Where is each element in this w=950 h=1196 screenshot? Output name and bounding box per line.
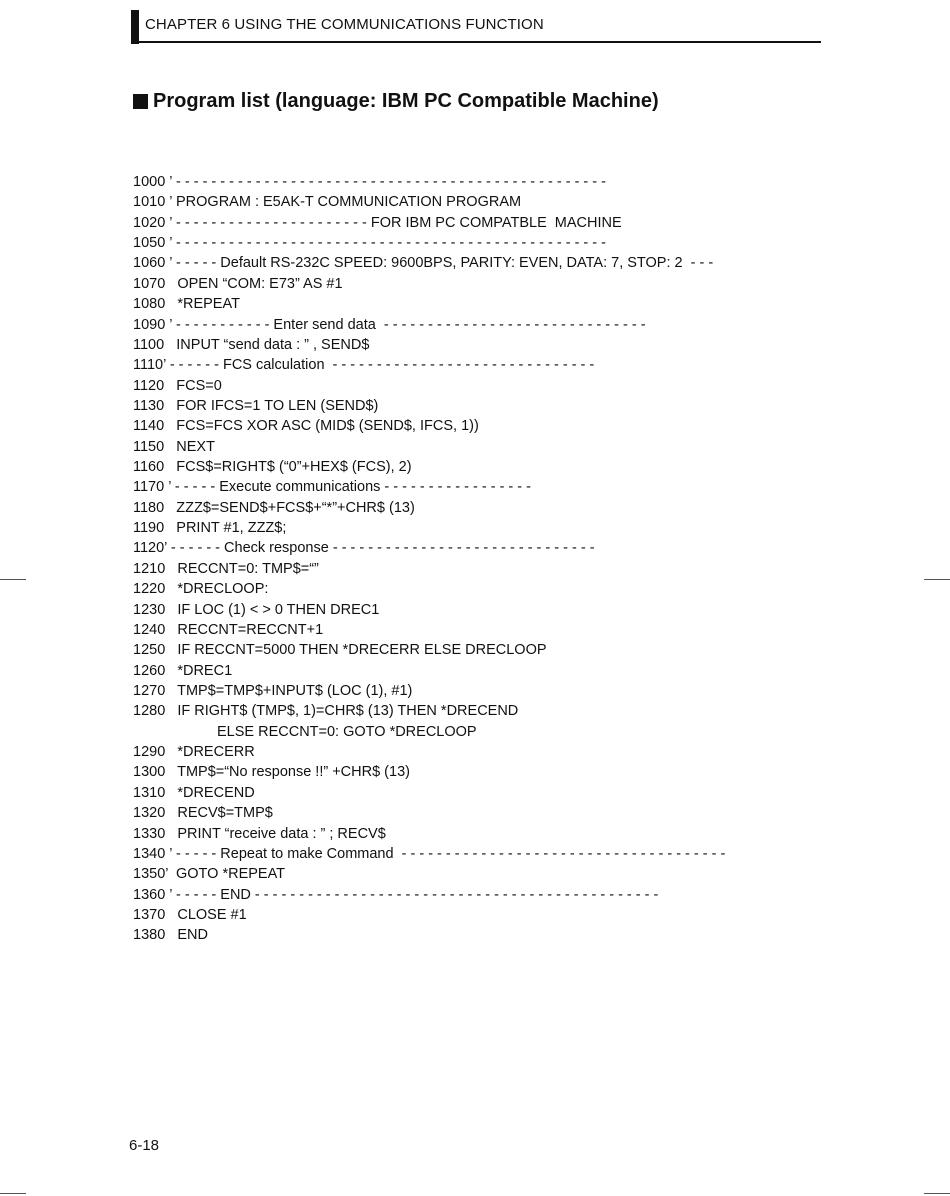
page-number: 6-18 [129,1137,160,1154]
program-line: 1280 IF RIGHT$ (TMP$, 1)=CHR$ (13) THEN *DRECEND [133,703,519,720]
program-line: 1010 ’ PROGRAM : E5AK-T COMMUNICATION PROGRAM [133,194,522,211]
program-line: 1340 ’ - - - - - Repeat to make Command - - - - - - - - - - - - - - - - - - - - - - - - - - - - - - - - - - - - - [133,845,726,862]
program-line: 1070 OPEN “COM: E73” AS #1 [133,275,343,292]
crop-mark-left [0,579,26,580]
program-line: 1250 IF RECCNT=5000 THEN *DRECERR ELSE DRECLOOP [133,642,547,659]
program-line: 1110’ - - - - - - FCS calculation - - - - - - - - - - - - - - - - - - - - - - - - - - - - - - [133,357,595,374]
program-line: 1240 RECCNT=RECCNT+1 [133,621,324,638]
program-line: 1170 ’ - - - - - Execute communications - - - - - - - - - - - - - - - - - [133,479,531,496]
program-line: 1080 *REPEAT [133,296,240,313]
program-line: 1270 TMP$=TMP$+INPUT$ (LOC (1), #1) [133,682,413,699]
program-line: 1120 FCS=0 [133,377,222,394]
program-line: 1260 *DREC1 [133,662,233,679]
crop-mark-right [924,579,950,580]
program-line: 1290 *DRECERR [133,744,255,761]
program-line: 1310 *DRECEND [133,784,255,801]
program-line: 1050 ’ - - - - - - - - - - - - - - - - - - - - - - - - - - - - - - - - - - - - - - - - - - - - - - - - - [133,235,606,252]
program-line: 1120’ - - - - - - Check response - - - - - - - - - - - - - - - - - - - - - - - - - - - - - - [133,540,595,557]
program-line: 1370 CLOSE #1 [133,906,247,923]
program-line: 1100 INPUT “send data : ” , SEND$ [133,336,370,353]
program-line: 1350’ GOTO *REPEAT [133,866,286,883]
program-line: 1020 ’ - - - - - - - - - - - - - - - - - - - - - - FOR IBM PC COMPATBLE MACHINE [133,214,622,231]
program-line: 1160 FCS$=RIGHT$ (“0”+HEX$ (FCS), 2) [133,459,412,476]
program-line: 1300 TMP$=“No response !!” +CHR$ (13) [133,764,410,781]
program-line-continuation: ELSE RECCNT=0: GOTO *DRECLOOP [217,723,477,740]
section-heading [133,90,659,113]
program-line: 1130 FOR IFCS=1 TO LEN (SEND$) [133,397,379,414]
program-line: 1180 ZZZ$=SEND$+FCS$+“*”+CHR$ (13) [133,499,415,516]
program-line: 1230 IF LOC (1) < > 0 THEN DREC1 [133,601,380,618]
program-line: 1220 *DRECLOOP: [133,581,269,598]
section-title: Program list (language: IBM PC Compatible Machine) [153,90,659,112]
header-rule [131,41,821,43]
header-bar [131,10,139,44]
program-line: 1210 RECCNT=0: TMP$=“” [133,560,319,577]
chapter-title: CHAPTER 6 USING THE COMMUNICATIONS FUNCTION [145,16,544,33]
program-line: 1320 RECV$=TMP$ [133,805,273,822]
program-listing [133,172,833,946]
program-line: 1060 ’ - - - - - Default RS-232C SPEED: 9600BPS, PARITY: EVEN, DATA: 7, STOP: 2 - - - [133,255,714,272]
crop-mark-bottom-right [924,1193,950,1194]
program-line: 1000 ’ - - - - - - - - - - - - - - - - - - - - - - - - - - - - - - - - - - - - - - - - - - - - - - - - - [133,174,606,190]
program-line: 1330 PRINT “receive data : ” ; RECV$ [133,825,386,842]
program-line: 1380 END [133,927,208,944]
program-line: 1150 NEXT [133,438,215,455]
program-line: 1360 ’ - - - - - END - - - - - - - - - - - - - - - - - - - - - - - - - - - - - - - - - - - - - - - - - - - - - - [133,886,659,903]
black-square-icon [133,94,148,109]
program-line: 1140 FCS=FCS XOR ASC (MID$ (SEND$, IFCS, 1)) [133,418,479,435]
program-line: 1090 ’ - - - - - - - - - - - Enter send data - - - - - - - - - - - - - - - - - - - - - - - - - - - - - - [133,316,646,333]
program-line: 1190 PRINT #1, ZZZ$; [133,520,287,537]
crop-mark-bottom-left [0,1193,26,1194]
